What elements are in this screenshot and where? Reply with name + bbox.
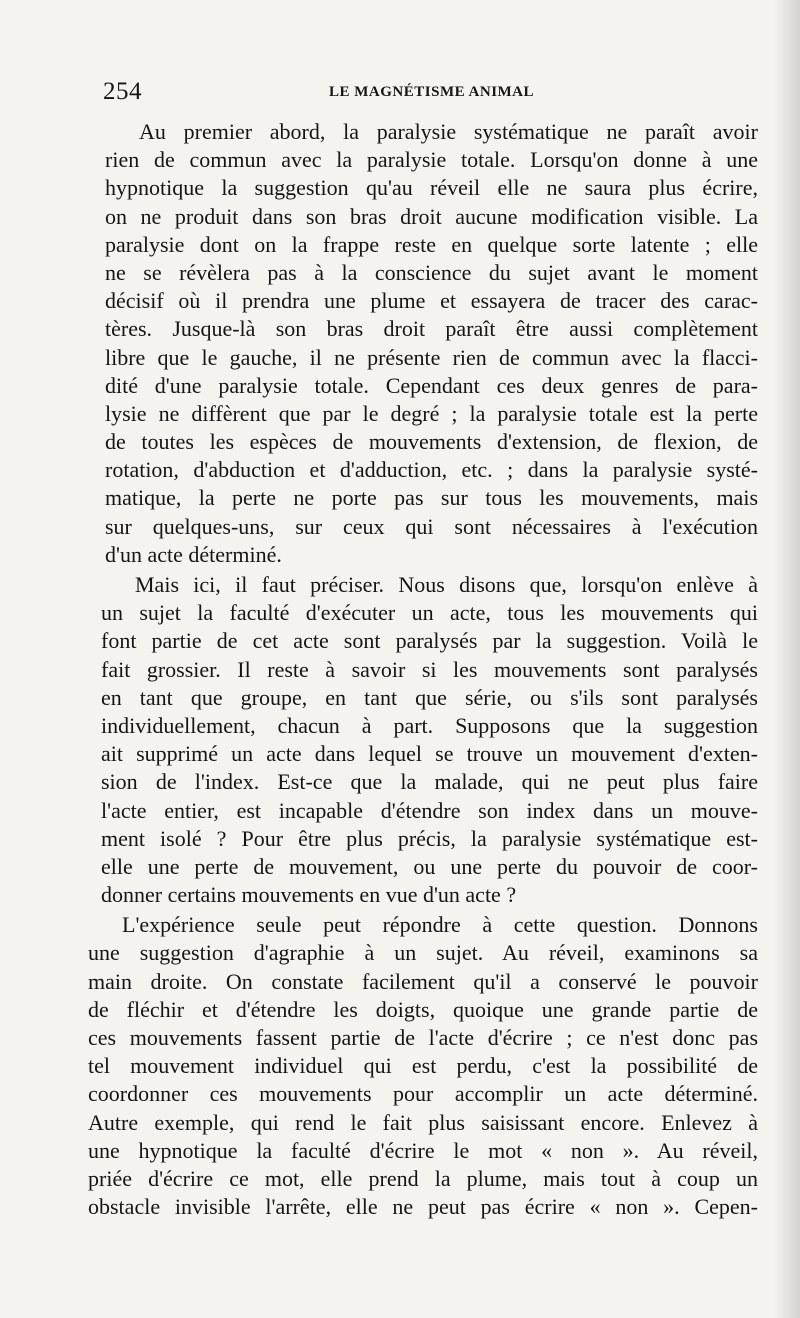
text-line: L'expérience seule peut répondre à cette question. Donnons: [122, 912, 758, 938]
text-line: main droite. On constate facilement qu'il a conservé le pouvoir: [88, 968, 758, 994]
text-line: de toutes les espèces de mouvements d'extension, de flexion, de: [105, 429, 758, 455]
text-line: priée d'écrire ce mot, elle prend la plume, mais tout à coup un: [88, 1165, 758, 1191]
paragraph-3: [88, 911, 758, 1221]
text-line: un sujet la faculté d'exécuter un acte, tous les mouvements qui: [101, 600, 758, 626]
text-line: sion de l'index. Est-ce que la malade, qui ne peut plus faire: [101, 769, 758, 795]
text-line: Mais ici, il faut préciser. Nous disons que, lorsqu'on enlève à: [135, 572, 758, 597]
text-line: ait supprimé un acte dans lequel se trouve un mouvement d'exten-: [101, 741, 758, 767]
text-line: paralysie dont on la frappe reste en quelque sorte latente ; elle: [105, 231, 758, 257]
running-title: LE MAGNÉTISME ANIMAL: [329, 84, 535, 100]
text-line: d'un acte déterminé.: [105, 541, 282, 567]
body-text: [88, 118, 758, 1221]
page-number: 254: [103, 78, 142, 105]
text-line: une hypnotique la faculté d'écrire le mot « non ». Au réveil,: [88, 1137, 758, 1163]
text-line: rien de commun avec la paralysie totale. Lorsqu'on donne à une: [105, 147, 758, 173]
text-line: font partie de cet acte sont paralysés par la suggestion. Voilà le: [101, 628, 758, 654]
text-line: décisif où il prendra une plume et essayera de tracer des carac-: [105, 288, 758, 314]
page-edge-shadow: [774, 0, 800, 1318]
text-line: dité d'une paralysie totale. Cependant ces deux genres de para-: [105, 372, 758, 398]
text-line: une suggestion d'agraphie à un sujet. Au réveil, examinons sa: [88, 940, 758, 966]
text-line: ne se révèlera pas à la conscience du sujet avant le moment: [105, 259, 758, 285]
text-line: Autre exemple, qui rend le fait plus saisissant encore. Enlevez à: [88, 1109, 758, 1135]
text-line: matique, la perte ne porte pas sur tous les mouvements, mais: [105, 485, 758, 511]
text-line: libre que le gauche, il ne présente rien de commun avec la flacci-: [105, 344, 758, 370]
text-line: lysie ne diffèrent que par le degré ; la paralysie totale est la perte: [105, 400, 758, 426]
text-line: obstacle invisible l'arrête, elle ne peut pas écrire « non ». Cepen-: [88, 1194, 758, 1220]
text-line: rotation, d'abduction et d'adduction, etc. ; dans la paralysie systé-: [105, 457, 758, 483]
page-header: [103, 78, 755, 110]
text-line: donner certains mouvements en vue d'un acte ?: [101, 882, 517, 908]
text-line: ment isolé ? Pour être plus précis, la paralysie systématique est-: [101, 825, 758, 851]
text-line: coordonner ces mouvements pour accomplir un acte déterminé.: [88, 1081, 758, 1107]
text-line: sur quelques-uns, sur ceux qui sont nécessaires à l'exécution: [105, 513, 758, 539]
text-line: fait grossier. Il reste à savoir si les mouvements sont paralysés: [101, 656, 758, 682]
text-line: tel mouvement individuel qui est perdu, c'est la possibilité de: [88, 1053, 758, 1079]
text-line: tères. Jusque-là son bras droit paraît être aussi complètement: [105, 316, 758, 342]
text-line: de fléchir et d'étendre les doigts, quoique une grande partie de: [88, 996, 758, 1022]
text-line: l'acte entier, est incapable d'étendre son index dans un mouve-: [101, 797, 758, 823]
text-line: individuellement, chacun à part. Supposons que la suggestion: [101, 712, 758, 738]
text-line: ces mouvements fassent partie de l'acte d'écrire ; ce n'est donc pas: [88, 1025, 758, 1050]
text-line: on ne produit dans son bras droit aucune modification visible. La: [105, 203, 758, 229]
text-line: elle une perte de mouvement, ou une perte du pouvoir de coor-: [101, 853, 758, 879]
text-line: hypnotique la suggestion qu'au réveil elle ne saura plus écrire,: [105, 175, 758, 201]
paragraph-2: [88, 571, 758, 909]
text-line: en tant que groupe, en tant que série, ou s'ils sont paralysés: [101, 684, 758, 710]
paragraph-1: [88, 118, 758, 569]
text-line: Au premier abord, la paralysie systématique ne paraît avoir: [139, 119, 758, 144]
